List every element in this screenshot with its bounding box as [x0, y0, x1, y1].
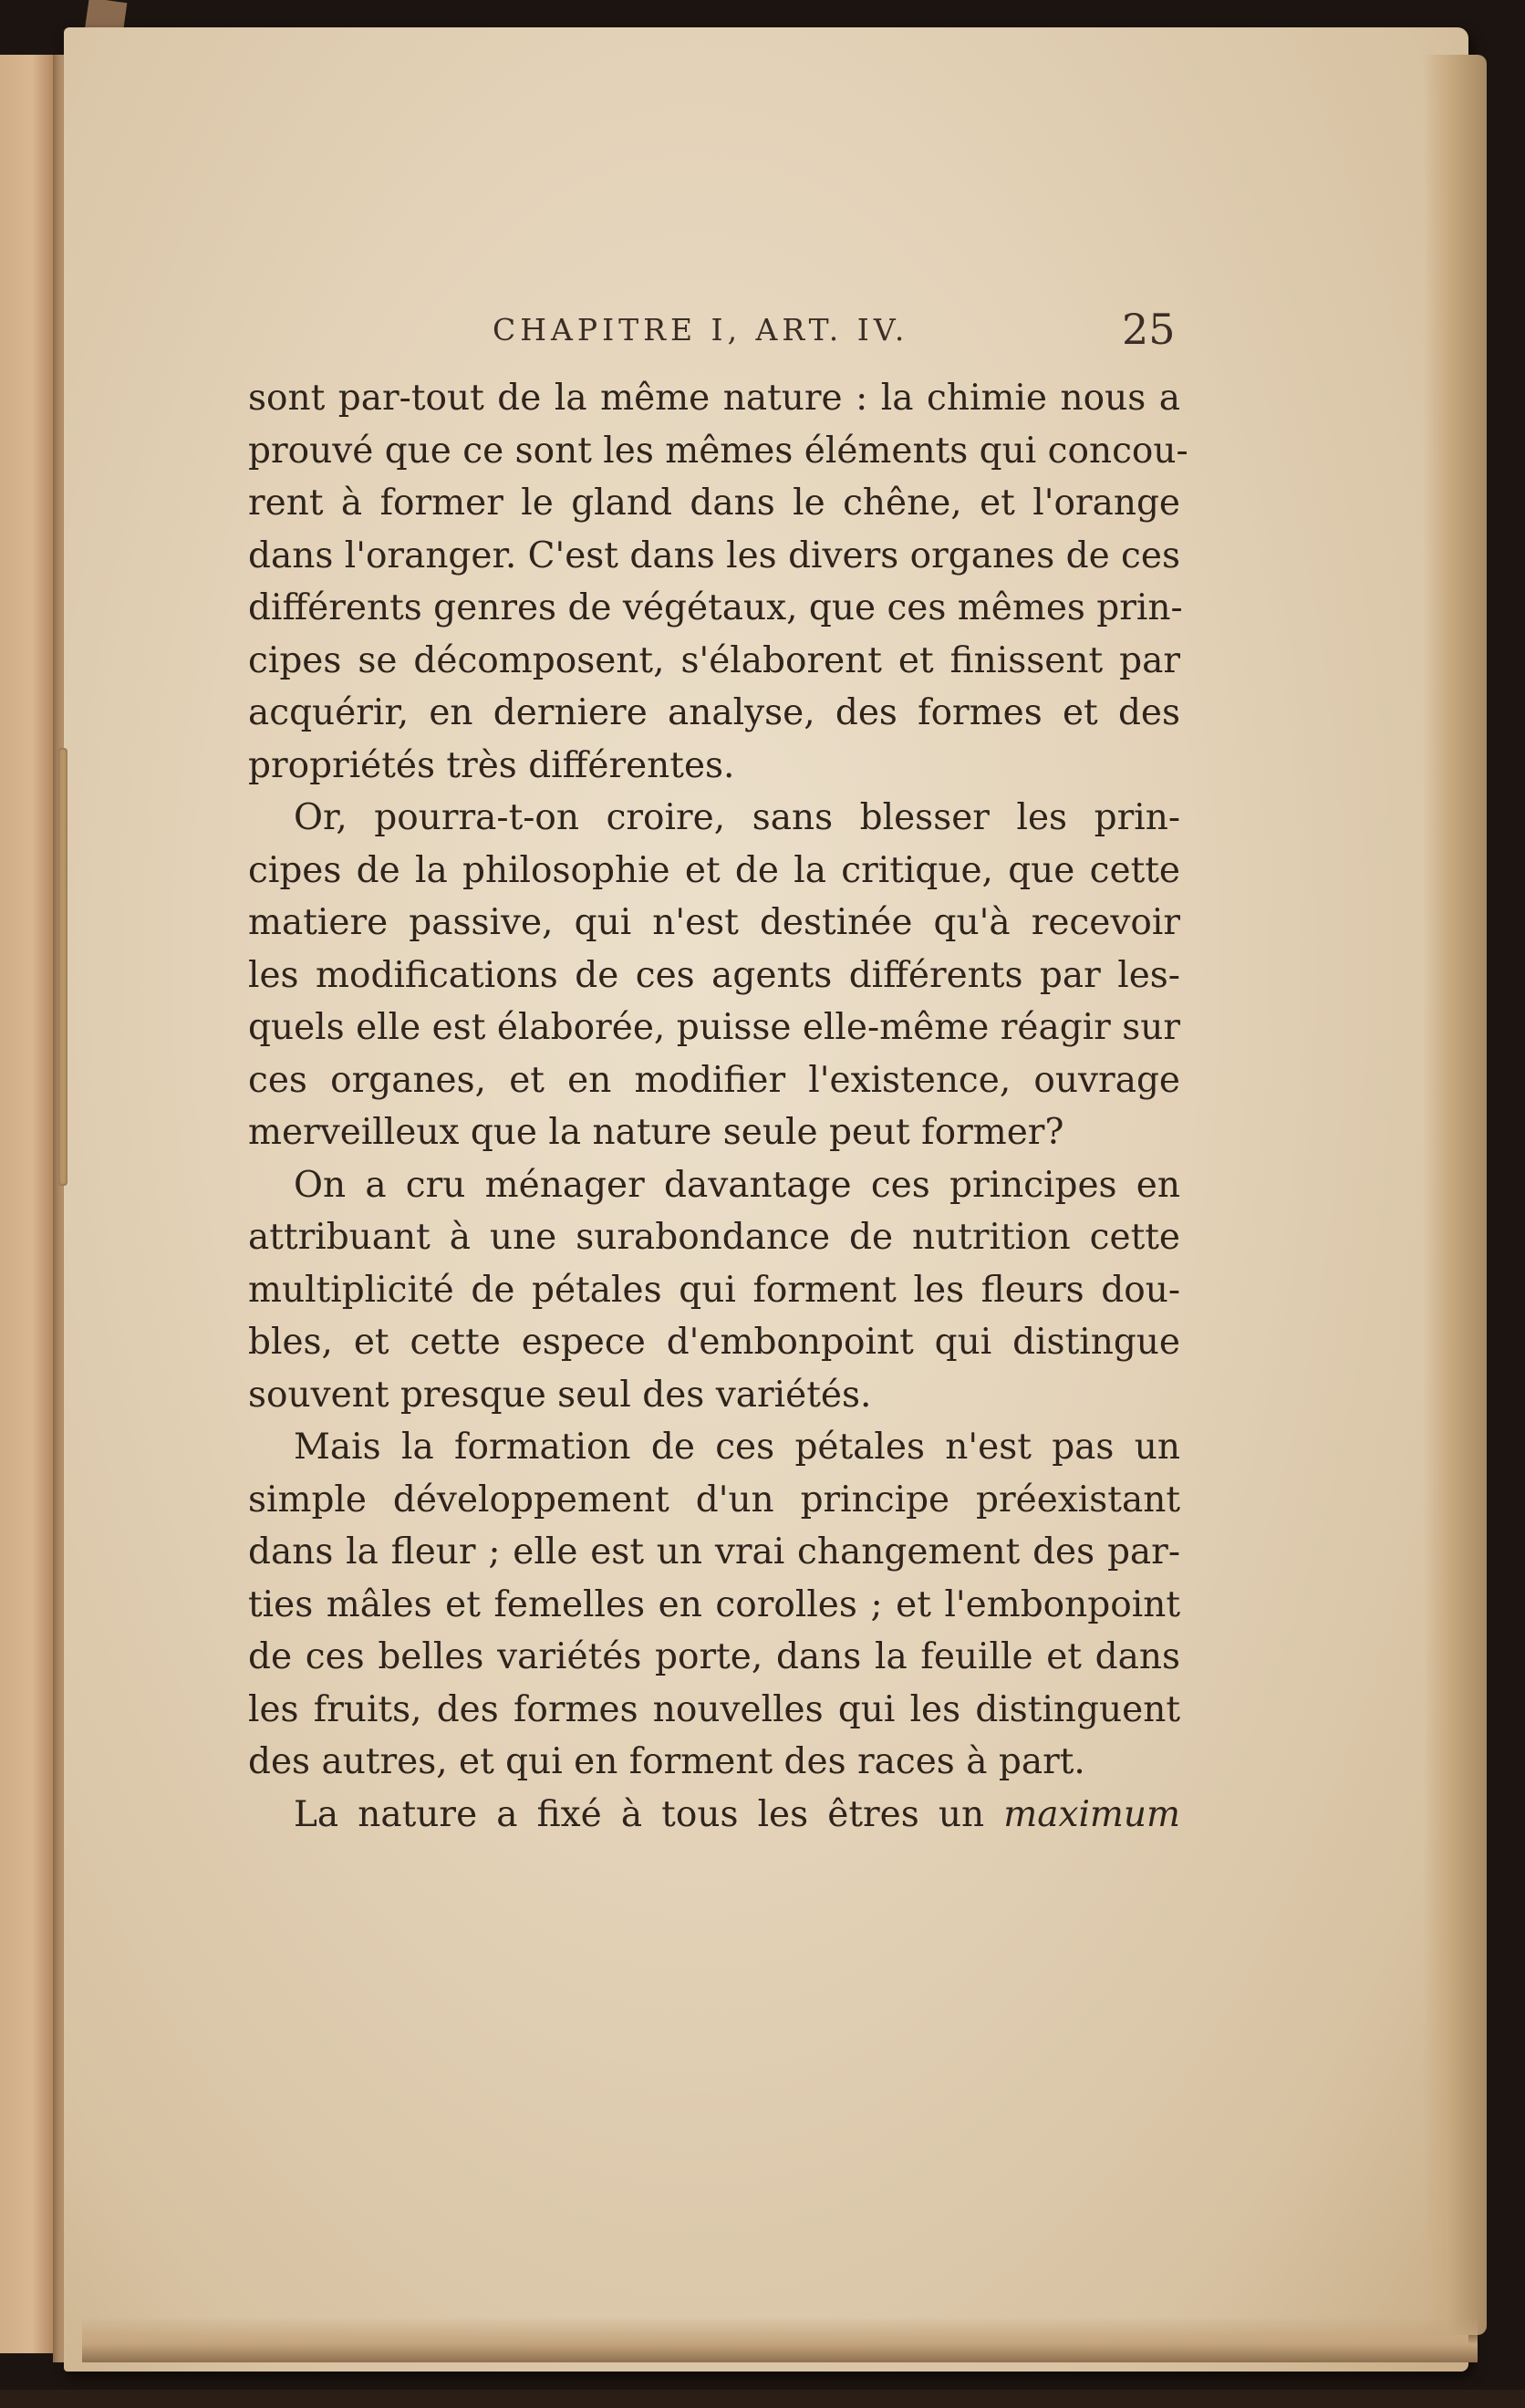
text-line: ces organes, et en modifier l'existence, ouvrage: [248, 1059, 1180, 1101]
running-header: [0, 305, 1525, 358]
italic-word: maximum: [1003, 1793, 1181, 1835]
text-line: dans l'oranger. C'est dans les divers organes de ces: [248, 535, 1180, 576]
text-line: bles, et cette espece d'embonpoint qui distingue: [248, 1322, 1180, 1363]
body-text: [248, 372, 1188, 1841]
binding-thread: [58, 748, 67, 1186]
text-line-main: La nature a fixé à tous les êtres un: [294, 1793, 985, 1835]
text-line: prouvé que ce sont les mêmes éléments qui concou-: [248, 430, 1188, 472]
text-line: quels elle est élaborée, puisse elle-même réagir sur: [248, 1007, 1180, 1048]
text-line: Mais la formation de ces pétales n'est pas un: [294, 1427, 1180, 1468]
text-line: souvent presque seul des variétés.: [248, 1374, 872, 1416]
page-bottom-edge: [82, 2317, 1478, 2362]
text-line: ties mâles et femelles en corolles ; et l'embonpoint: [248, 1583, 1180, 1625]
chapter-running-title: CHAPITRE I, ART. IV.: [493, 312, 909, 348]
text-line: attribuant à une surabondance de nutrition cette: [248, 1217, 1180, 1258]
text-line: simple développement d'un principe préexistant: [248, 1479, 1180, 1521]
text-line: les modifications de ces agents différents par les-: [248, 954, 1180, 996]
text-line: les fruits, des formes nouvelles qui les distinguent: [248, 1688, 1180, 1730]
text-line: merveilleux que la nature seule peut former?: [248, 1112, 1064, 1153]
text-line: acquérir, en derniere analyse, des formes et des: [248, 692, 1180, 733]
text-line: matiere passive, qui n'est destinée qu'à recevoir: [248, 902, 1180, 943]
scan-border: [0, 2390, 1525, 2408]
text-line-last: [248, 1789, 1180, 1842]
page-number: 25: [1122, 305, 1176, 354]
text-line: On a cru ménager davantage ces principes en: [294, 1164, 1180, 1206]
text-line: dans la fleur ; elle est un vrai changement des par-: [248, 1531, 1180, 1572]
facing-page-edge: [0, 55, 53, 2353]
page-fore-edge: [1423, 55, 1487, 2335]
text-line: de ces belles variétés porte, dans la feuille et dans: [248, 1636, 1180, 1677]
text-line: cipes se décomposent, s'élaborent et finissent par: [248, 639, 1180, 681]
text-line: multiplicité de pétales qui forment les fleurs dou-: [248, 1269, 1180, 1311]
text-line: sont par-tout de la même nature : la chimie nous a: [248, 378, 1180, 419]
text-line: différents genres de végétaux, que ces mêmes prin-: [248, 587, 1183, 628]
text-line: cipes de la philosophie et de la critique, que cette: [248, 849, 1180, 891]
text-line: Or, pourra-t-on croire, sans blesser les prin-: [294, 797, 1180, 838]
text-line: rent à former le gland dans le chêne, et l'orange: [248, 483, 1180, 524]
text-line: propriétés très différentes.: [248, 744, 735, 786]
text-line: des autres, et qui en forment des races à part.: [248, 1741, 1085, 1782]
